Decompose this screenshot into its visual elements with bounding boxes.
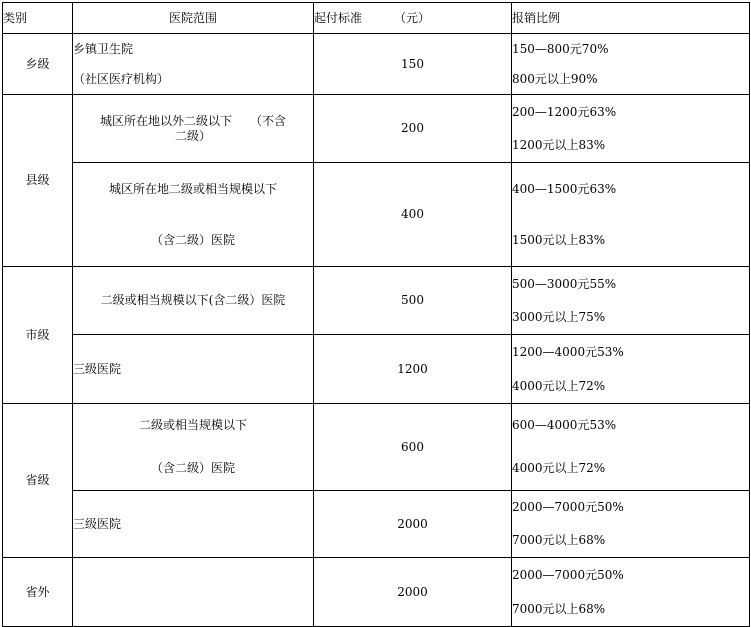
scope-cell — [73, 95, 314, 163]
header-scope: 医院范围 — [73, 3, 314, 34]
scope-line: 城区所在地以外二级以下 （不含 — [99, 114, 286, 129]
table-row — [3, 335, 750, 404]
ratio-line: 1200元以上83% — [512, 138, 606, 153]
ratio-cell — [512, 267, 750, 335]
ratio-cell — [512, 335, 750, 404]
ratio-line: 800元以上90% — [512, 71, 598, 86]
header-category: 类别 — [3, 3, 73, 34]
table-row — [3, 34, 750, 95]
table-row — [3, 404, 750, 491]
scope-cell — [73, 558, 314, 627]
scope-line: （含二级）医院 — [150, 461, 235, 476]
ratio-line: 4000元以上72% — [512, 378, 606, 393]
ratio-line: 200—1200元63% — [512, 104, 617, 119]
scope-line: （含二级）医院 — [150, 233, 235, 248]
scope-cell: 三级医院 — [73, 491, 314, 558]
header-row — [3, 3, 750, 34]
ratio-line: 600—4000元53% — [512, 418, 617, 433]
threshold-cell: 400 — [314, 163, 512, 267]
scope-cell: 二级或相当规模以下(含二级）医院 — [73, 267, 314, 335]
ratio-line: 500—3000元55% — [512, 276, 617, 291]
category-cell: 市级 — [3, 267, 73, 404]
ratio-line: 2000—7000元50% — [512, 500, 624, 515]
scope-cell — [73, 163, 314, 267]
header-ratio: 报销比例 — [512, 3, 750, 34]
scope-line: 乡镇卫生院 — [73, 41, 134, 56]
scope-line: 二级） — [174, 128, 211, 143]
ratio-line: 7000元以上68% — [512, 601, 606, 616]
ratio-cell — [512, 558, 750, 627]
threshold-cell: 1200 — [314, 335, 512, 404]
threshold-cell: 150 — [314, 34, 512, 95]
ratio-line: 150—800元70% — [512, 41, 609, 56]
table-row — [3, 95, 750, 163]
ratio-line: 4000元以上72% — [512, 461, 606, 476]
scope-line: 二级或相当规模以下 — [138, 418, 247, 433]
ratio-cell — [512, 34, 750, 95]
category-cell: 乡级 — [3, 34, 73, 95]
table-row — [3, 267, 750, 335]
ratio-line: 2000—7000元50% — [512, 567, 624, 582]
scope-line: （社区医疗机构） — [73, 71, 170, 86]
scope-cell: 三级医院 — [73, 335, 314, 404]
ratio-cell — [512, 163, 750, 267]
reimbursement-table — [2, 2, 750, 627]
ratio-cell — [512, 404, 750, 491]
category-cell: 县级 — [3, 95, 73, 267]
threshold-cell: 2000 — [314, 558, 512, 627]
header-threshold — [314, 3, 512, 34]
scope-cell — [73, 404, 314, 491]
ratio-line: 1200—4000元53% — [512, 344, 624, 359]
table-row — [3, 558, 750, 627]
ratio-line: 400—1500元63% — [512, 181, 617, 196]
ratio-line: 7000元以上68% — [512, 533, 606, 548]
ratio-cell — [512, 95, 750, 163]
threshold-cell: 500 — [314, 267, 512, 335]
ratio-line: 1500元以上83% — [512, 233, 606, 248]
category-cell: 省外 — [3, 558, 73, 627]
threshold-cell: 2000 — [314, 491, 512, 558]
scope-line: 城区所在地二级或相当规模以下 — [108, 181, 277, 196]
table-row — [3, 491, 750, 558]
threshold-cell: 200 — [314, 95, 512, 163]
table-row — [3, 163, 750, 267]
threshold-cell: 600 — [314, 404, 512, 491]
category-cell: 省级 — [3, 404, 73, 558]
header-threshold-unit: （元） — [394, 10, 431, 25]
ratio-cell — [512, 491, 750, 558]
scope-cell — [73, 34, 314, 95]
header-threshold-label: 起付标准 — [314, 10, 363, 25]
ratio-line: 3000元以上75% — [512, 310, 606, 325]
